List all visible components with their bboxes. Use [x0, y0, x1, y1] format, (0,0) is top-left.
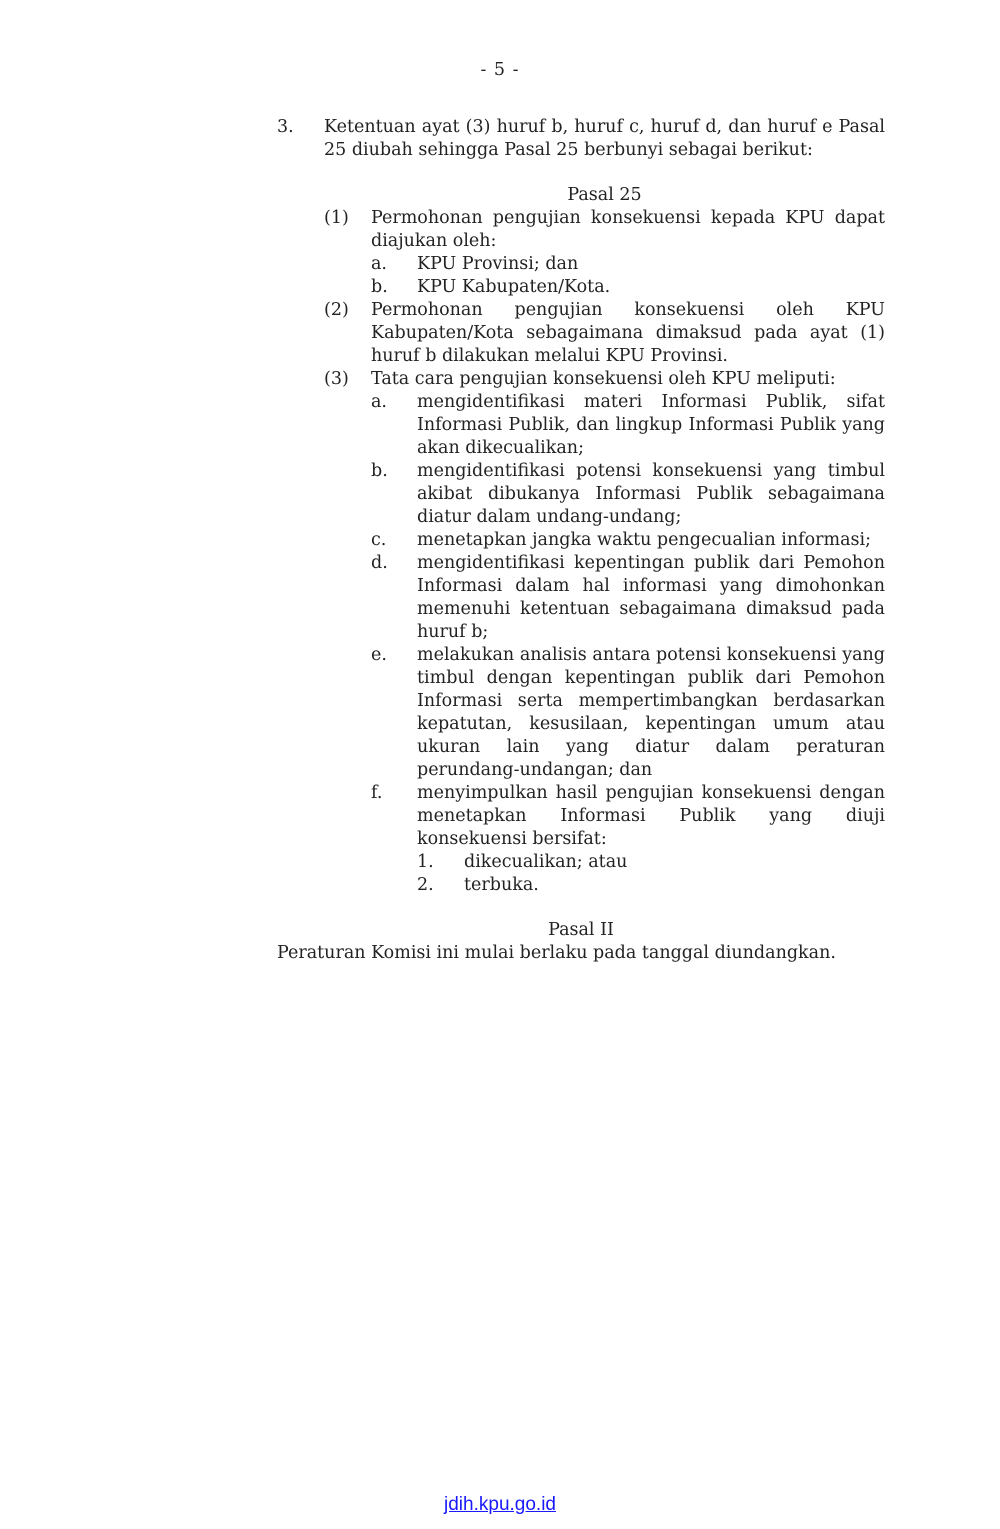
pasal-ii-title: Pasal II [548, 920, 614, 940]
footer-link[interactable]: jdih.kpu.go.id [444, 1494, 556, 1515]
list-item: a. KPU Provinsi; dan [371, 254, 579, 274]
list-item: c. menetapkan jangka waktu pengecualian informasi; [371, 530, 872, 550]
list-item: e. melakukan analisis antara potensi konsekuensi yang timbul dengan kepentingan publik dari Pemohon Informasi serta mempertimbangkan berdasarkan kepatutan, kesusilaan, kepentingan umum atau ukuran lain yang diatur dalam peraturan perundang-undangan; dan [371, 645, 885, 780]
list-item: b. mengidentifikasi potensi konsekuensi yang timbul akibat dibukanya Informasi Publik sebagaimana diatur dalam undang-undang; [371, 461, 885, 527]
item-number: 3. [277, 117, 294, 137]
ayat-2 [324, 299, 885, 368]
list-item: 2. terbuka. [417, 875, 539, 895]
ayat-text: Permohonan pengujian konsekuensi kepada KPU dapat diajukan oleh: [371, 208, 885, 251]
list-item: a. mengidentifikasi materi Informasi Publik, sifat Informasi Publik, dan lingkup Informasi Publik yang akan dikecualikan; [371, 392, 885, 458]
list-item: f. menyimpulkan hasil pengujian konsekuensi dengan menetapkan Informasi Publik yang diuji konsekuensi bersifat: 1. dikecualikan; atau 2. terbuka. [371, 783, 885, 895]
ayat-number: (1) [324, 208, 349, 228]
ayat-number: (3) [324, 369, 349, 389]
pasal-25-section [324, 184, 885, 897]
item-text: Ketentuan ayat (3) huruf b, huruf c, huruf d, dan huruf e Pasal 25 diubah sehingga Pasal 25 berbunyi sebagai berikut: [324, 117, 885, 160]
ayat-text: Tata cara pengujian konsekuensi oleh KPU meliputi: [371, 369, 836, 389]
ayat-1 [324, 207, 885, 299]
list-item: 1. dikecualikan; atau [417, 852, 628, 872]
ayat-text: Permohonan pengujian konsekuensi oleh KPU Kabupaten/Kota sebagaimana dimaksud pada ayat (1) huruf b dilakukan melalui KPU Provinsi. [371, 300, 885, 366]
document-body [277, 116, 885, 965]
list-item: d. mengidentifikasi kepentingan publik dari Pemohon Informasi dalam hal informasi yang dimohonkan memenuhi ketentuan sebagaimana dimaksud pada huruf b; [371, 553, 885, 642]
pasal-25-title: Pasal 25 [567, 185, 642, 205]
list-item: b. KPU Kabupaten/Kota. [371, 277, 611, 297]
pasal-ii-text: Peraturan Komisi ini mulai berlaku pada tanggal diundangkan. [277, 943, 836, 963]
page-number: - 5 - [480, 60, 520, 80]
ayat-number: (2) [324, 300, 349, 320]
ayat-3 [324, 368, 885, 897]
amendment-item-3 [277, 116, 885, 162]
